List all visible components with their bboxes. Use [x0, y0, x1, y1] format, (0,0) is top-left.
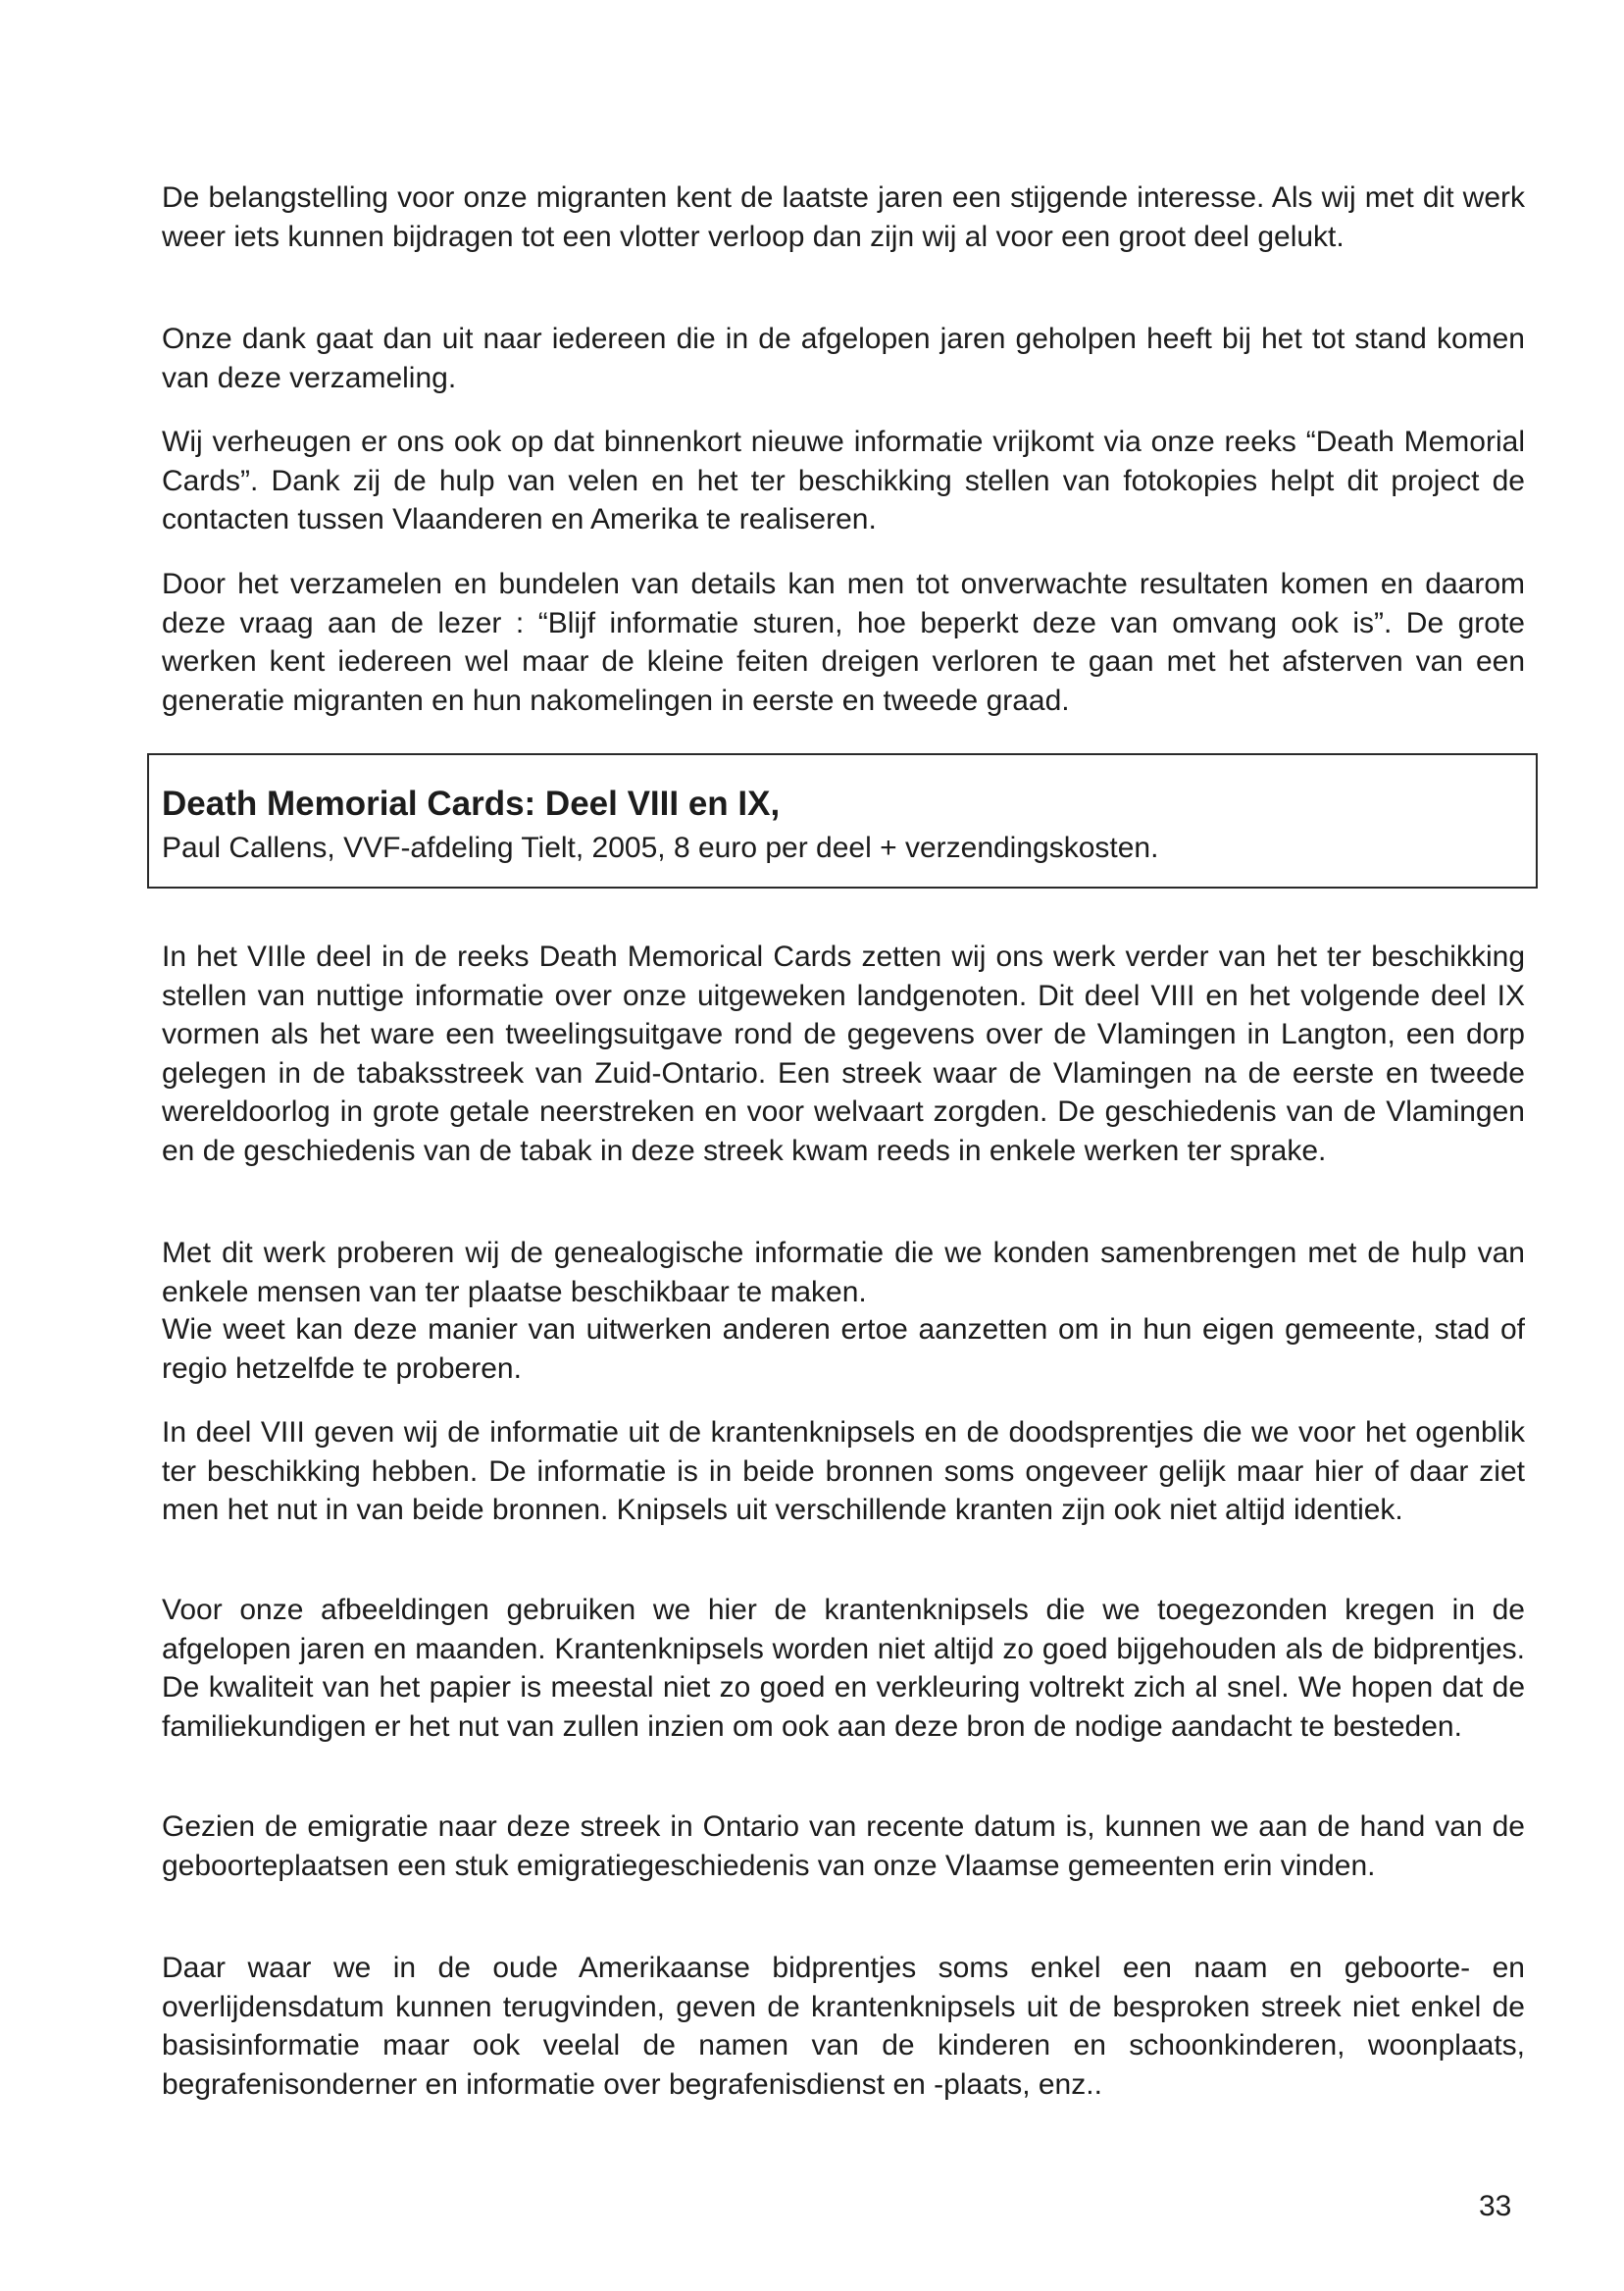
page-number: 33: [1479, 2190, 1512, 2222]
review-paragraph-3: Wie weet kan deze manier van uitwerken anderen ertoe aanzetten om in hun eigen gemeente, stad of regio hetzelfde te proberen.: [162, 1313, 1525, 1385]
review-paragraph-5: Voor onze afbeeldingen gebruiken we hier de krantenknipsels die we toegezonden kregen in de afgelopen jaren en maanden. Krantenknipsels worden niet altijd zo goed bijgehouden als de bidprentjes. De kwaliteit van het papier is meestal niet zo goed en verkleuring voltrekt zich al snel. We hopen dat de familiekundigen er het nut van zullen inzien om ook aan deze bron de nodige aandacht te besteden.: [162, 1594, 1525, 1743]
review-paragraph-4: In deel VIII geven wij de informatie uit de krantenknipsels en de doodsprentjes die we voor het ogenblik ter beschikking hebben. De informatie is in beide bronnen soms ongeveer gelijk maar hier of daar ziet men het nut in van beide bronnen. Knipsels uit verschillende kranten zijn ook niet altijd identiek.: [162, 1416, 1525, 1526]
review-paragraph-6: Gezien de emigratie naar deze streek in Ontario van recente datum is, kunnen we aan de hand van de geboorteplaatsen een stuk emigratiegeschiedenis van onze Vlaamse gemeenten erin vinden.: [162, 1810, 1525, 1882]
book-details: Paul Callens, VVF-afdeling Tielt, 2005, 8 euro per deel + verzendingskosten.: [162, 832, 1159, 864]
intro-paragraph-3: Wij verheugen er ons ook op dat binnenkort nieuwe informatie vrijkomt via onze reeks “Death Memorial Cards”. Dank zij de hulp van velen en het ter beschikking stellen van fotokopies helpt dit project de contacten tussen Vlaanderen en Amerika te realiseren.: [162, 426, 1525, 535]
intro-paragraph-2: Onze dank gaat dan uit naar iedereen die in de afgelopen jaren geholpen heeft bij het tot stand komen van deze verzameling.: [162, 323, 1525, 394]
intro-paragraph-1: De belangstelling voor onze migranten kent de laatste jaren een stijgende interesse. Als wij met dit werk weer iets kunnen bijdragen tot een vlotter verloop dan zijn wij al voor een groot deel gelukt.: [162, 181, 1525, 253]
intro-paragraph-4: Door het verzamelen en bundelen van details kan men tot onverwachte resultaten komen en daarom deze vraag aan de lezer : “Blijf informatie sturen, hoe beperkt deze van omvang ook is”. De grote werken kent iedereen wel maar de kleine feiten dreigen verloren te gaan met het afsterven van een generatie migranten en hun nakomelingen in eerste en tweede graad.: [162, 568, 1525, 717]
review-paragraph-1: In het VIIle deel in de reeks Death Memorical Cards zetten wij ons werk verder van het ter beschikking stellen van nuttige informatie over onze uitgeweken landgenoten. Dit deel VIII en het volgende deel IX vormen als het ware een tweelingsuitgave rond de gegevens over de Vlamingen in Langton, een dorp gelegen in de tabaksstreek van Zuid-Ontario. Een streek waar de Vlamingen na de eerste en tweede wereldoorlog in grote getale neerstreken en voor welvaart zorgden. De geschiedenis van de Vlamingen en de geschiedenis van de tabak in deze streek kwam reeds in enkele werken ter sprake.: [162, 941, 1525, 1167]
review-paragraph-7: Daar waar we in de oude Amerikaanse bidprentjes soms enkel een naam en geboorte- en overlijdensdatum kunnen terugvinden, geven de krantenknipsels uit de besproken streek niet enkel de basisinformatie maar ook veelal de namen van de kinderen en schoonkinderen, woonplaats, begrafenisonderner en informatie over begrafenisdienst en -plaats, enz..: [162, 1952, 1525, 2101]
book-title: Death Memorial Cards: Deel VIII en IX,: [162, 785, 781, 823]
review-paragraph-2: Met dit werk proberen wij de genealogische informatie die we konden samenbrengen met de hulp van enkele mensen van ter plaatse beschikbaar te maken.: [162, 1237, 1525, 1308]
book-info-box: [147, 753, 1538, 889]
